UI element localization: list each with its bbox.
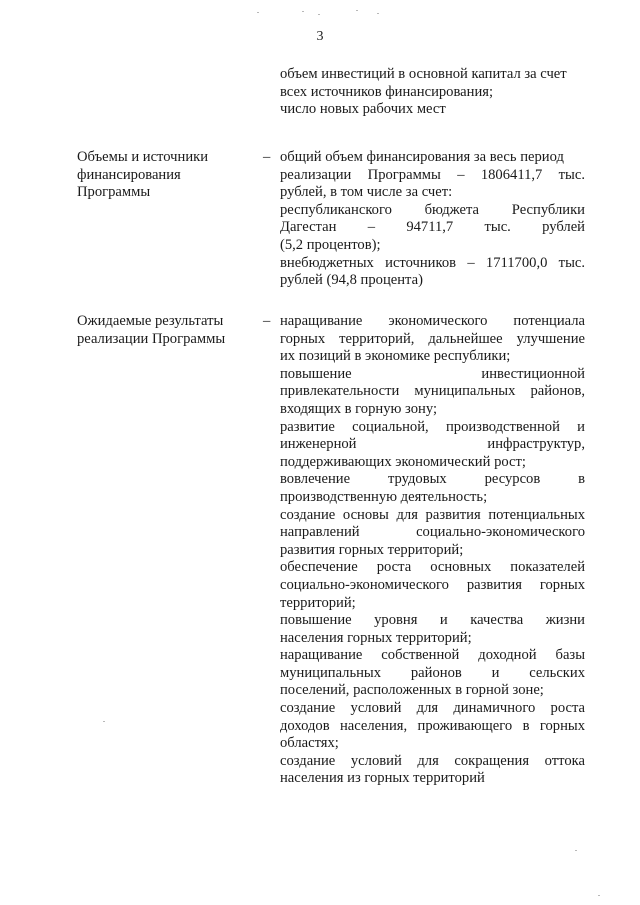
text-line: число новых рабочих мест xyxy=(280,101,446,118)
text-line: их позиций в экономике республики; xyxy=(280,348,511,365)
page-number: 3 xyxy=(316,29,324,44)
text-line: населения из горных территорий xyxy=(280,770,485,787)
section-dash: – xyxy=(263,313,271,329)
text-line: горных территорий, дальнейшее улучшение xyxy=(280,330,585,347)
text-line: территорий; xyxy=(280,594,356,611)
text-line: социально-экономического развития горных xyxy=(280,576,585,593)
text-line: муниципальных районов и сельских xyxy=(280,664,585,681)
label-line: Программы xyxy=(77,184,151,201)
text-line: направлений социально-экономического xyxy=(280,524,585,541)
text-line: Дагестан – 94711,7 тыс. рублей xyxy=(280,219,585,236)
scan-speck xyxy=(377,13,379,14)
scan-speck xyxy=(103,721,105,722)
text-line: наращивание собственной доходной базы xyxy=(280,647,585,664)
section-dash: – xyxy=(263,149,271,165)
label-line: реализации Программы xyxy=(77,330,226,347)
scan-speck xyxy=(598,895,600,896)
text-line: развития горных территорий; xyxy=(280,541,464,558)
text-line: (5,2 процентов); xyxy=(280,236,381,253)
text-line: республиканского бюджета Республики xyxy=(280,201,585,218)
text-line: создание основы для развития потенциальных xyxy=(280,506,585,523)
text-line: входящих в горную зону; xyxy=(280,400,437,417)
text-line: объем инвестиций в основной капитал за счет xyxy=(280,66,567,82)
text-line: поселений, расположенных в горной зоне; xyxy=(280,682,544,699)
label-line: финансирования xyxy=(77,166,181,183)
scan-speck xyxy=(318,14,320,15)
scan-speck xyxy=(356,10,358,11)
text-line: рублей (94,8 процента) xyxy=(280,272,423,289)
text-line: населения горных территорий; xyxy=(280,629,472,646)
text-line: создание условий для динамичного роста xyxy=(280,700,585,717)
financing-label xyxy=(77,149,262,202)
text-line: всех источников финансирования; xyxy=(280,83,494,100)
text-line: вовлечение трудовых ресурсов в xyxy=(280,471,585,488)
text-line: повышение инвестиционной xyxy=(280,365,585,382)
text-line: общий объем финансирования за весь период xyxy=(280,149,564,165)
text-line: повышение уровня и качества жизни xyxy=(280,612,585,629)
text-line: обеспечение роста основных показателей xyxy=(280,559,585,576)
scan-speck xyxy=(257,12,259,13)
text-line: внебюджетных источников – 1711700,0 тыс. xyxy=(280,254,585,271)
scan-speck xyxy=(575,850,577,851)
financing-content xyxy=(280,149,585,290)
text-line: наращивание экономического потенциала xyxy=(280,313,585,329)
indicators-continuation xyxy=(280,66,585,119)
label-line: Ожидаемые результаты xyxy=(77,313,224,329)
text-line: развитие социальной, производственной и xyxy=(280,418,585,435)
text-line: создание условий для сокращения оттока xyxy=(280,752,585,769)
text-line: рублей, в том числе за счет: xyxy=(280,184,453,201)
label-line: Объемы и источники xyxy=(77,149,209,165)
text-line: реализации Программы – 1806411,7 тыс. xyxy=(280,166,585,183)
text-line: поддерживающих экономический рост; xyxy=(280,453,526,470)
text-line: привлекательности муниципальных районов, xyxy=(280,383,585,400)
scan-speck xyxy=(302,11,304,12)
text-line: доходов населения, проживающего в горных xyxy=(280,717,585,734)
text-line: производственную деятельность; xyxy=(280,488,488,505)
results-content xyxy=(280,313,585,788)
results-label xyxy=(77,313,262,348)
text-line: областях; xyxy=(280,735,339,752)
text-line: инженерной инфраструктур, xyxy=(280,436,585,453)
